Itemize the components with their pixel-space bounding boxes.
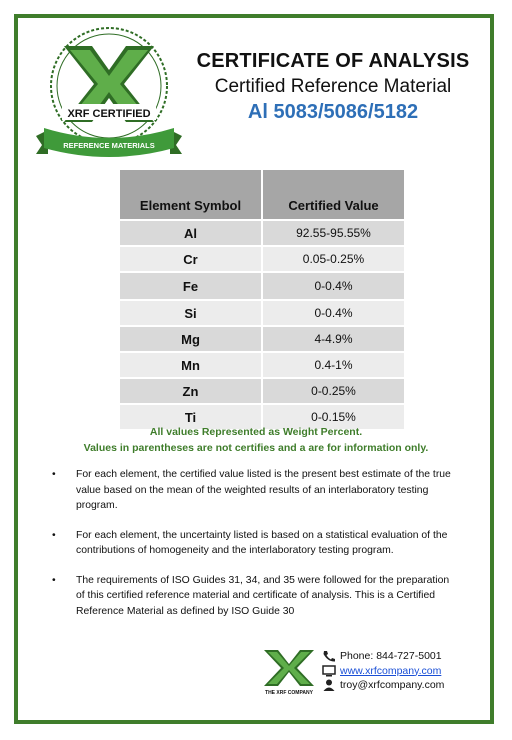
certified-value: 0-0.25%: [262, 378, 404, 404]
page-title: CERTIFICATE OF ANALYSIS: [196, 50, 470, 72]
phone-row: [322, 649, 444, 664]
element-symbol: Fe: [120, 272, 262, 300]
list-item: [52, 528, 452, 559]
table-row: [120, 272, 404, 300]
element-symbol: Cr: [120, 246, 262, 272]
contact-info: [322, 649, 444, 693]
list-item: [52, 467, 452, 514]
alloy-name: Al 5083/5086/5182: [247, 101, 419, 123]
xrf-certified-logo: [34, 24, 184, 164]
element-symbol: Al: [120, 220, 262, 246]
note-line-1: All values Represented as Weight Percent.: [149, 426, 363, 438]
table-row: [120, 378, 404, 404]
website-link[interactable]: www.xrfcompany.com: [340, 664, 442, 677]
list-item: [52, 573, 452, 620]
element-symbol: Mg: [120, 326, 262, 352]
bullet-icon: •: [52, 469, 56, 480]
certification-notes-list: [52, 467, 452, 633]
phone-number: Phone: 844-727-5001: [340, 650, 442, 662]
table-row: [120, 326, 404, 352]
certified-value: 0-0.4%: [262, 300, 404, 326]
page-subtitle: Certified Reference Material: [214, 76, 452, 97]
website-row: [322, 664, 444, 679]
certified-value: 0.4-1%: [262, 352, 404, 378]
element-symbol: Ti: [120, 404, 262, 429]
element-symbol: Si: [120, 300, 262, 326]
header: [188, 50, 478, 124]
list-item-text: The requirements of ISO Guides 31, 34, and 35 were followed for the preparation of this certified reference material and certificate of analysis. This is a Certified Reference Material as defined by ISO Guide 30: [76, 574, 450, 617]
table-row: [120, 300, 404, 326]
email-address: troy@xrfcompany.com: [340, 679, 445, 691]
computer-icon: [322, 665, 336, 677]
x-mark-icon: [264, 650, 314, 686]
element-symbol: Zn: [120, 378, 262, 404]
badge-text: XRF CERTIFIED: [67, 108, 151, 120]
column-header-value: Certified Value: [262, 170, 404, 220]
bullet-icon: •: [52, 529, 56, 541]
person-icon: [322, 679, 336, 691]
certified-value: 4-4.9%: [262, 326, 404, 352]
company-logo-text: THE XRF COMPANY: [265, 690, 313, 696]
values-note: [30, 424, 482, 456]
certified-value: 92.55-95.55%: [262, 220, 404, 246]
bullet-icon: •: [52, 574, 56, 586]
table-row: [120, 352, 404, 378]
list-item-text: For each element, the uncertainty listed is based on a statistical evaluation of the contributions of homogeneity and the interlaboratory testing program.: [76, 529, 448, 556]
certified-value: 0.05-0.25%: [262, 246, 404, 272]
ribbon-text: REFERENCE MATERIALS: [63, 141, 155, 150]
certified-values-table: [120, 170, 404, 429]
table-header-row: [120, 170, 404, 220]
certified-value: 0-0.4%: [262, 272, 404, 300]
email-row: [322, 678, 444, 693]
element-symbol: Mn: [120, 352, 262, 378]
xrf-company-logo: [260, 648, 318, 696]
list-item-text: For each element, the certified value listed is the present best estimate of the true value based on the mean of the weighted results of an interlaboratory testing program.: [76, 469, 451, 511]
column-header-symbol: Element Symbol: [120, 170, 262, 220]
table-row: [120, 220, 404, 246]
note-line-2: Values in parentheses are not certifies and a are for information only.: [83, 442, 429, 454]
table-row: [120, 246, 404, 272]
phone-icon: [322, 650, 336, 662]
certified-value: 0-0.15%: [262, 404, 404, 429]
